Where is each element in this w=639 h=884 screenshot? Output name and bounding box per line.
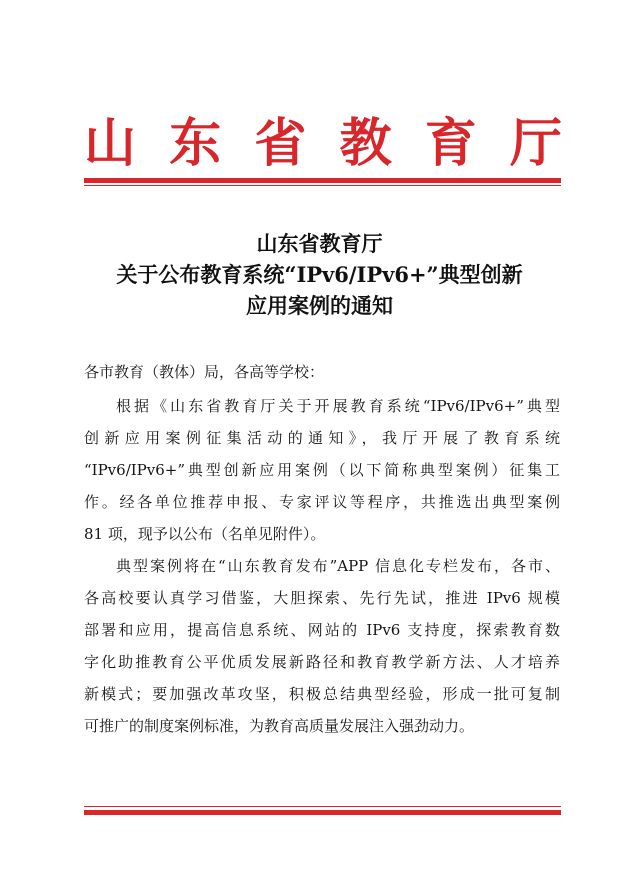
title-line: 山东省教育厅 (256, 231, 383, 256)
letterhead-char: 省 (254, 113, 307, 174)
letterhead-title (84, 112, 562, 176)
paragraph-line: 作。经各单位推荐申报、专家评议等程序，共推选出典型案例 (84, 493, 560, 511)
paragraph-1 (84, 390, 560, 550)
footer-red-rule-thin (84, 806, 561, 807)
paragraph-line: 部署和应用，提高信息系统、网站的 IPv6 支持度，探索教育数 (84, 621, 560, 639)
letterhead-char: 厅 (509, 113, 562, 174)
paragraph-line: 可推广的制度案例标准，为教育高质量发展注入强劲动力。 (84, 717, 475, 735)
salutation (84, 356, 560, 388)
title-line: 关于公布教育系统“IPv6/IPv6+”典型创新 (116, 262, 523, 287)
document-title (60, 228, 579, 321)
salutation-text: 各市教育（教体）局，各高等学校： (84, 363, 325, 381)
letterhead-char: 育 (424, 113, 477, 174)
letterhead-char: 山 (84, 113, 137, 174)
header-red-rule (84, 178, 561, 183)
paragraph-line: 根据《山东省教育厅关于开展教育系统“IPv6/IPv6+”典型 (116, 397, 560, 415)
header-red-rule-thin (84, 185, 561, 186)
footer-red-rule (84, 810, 561, 815)
paragraph-line: 字化助推教育公平优质发展新路径和教育教学新方法、人才培养 (84, 653, 560, 671)
paragraph-line: 新模式；要加强改革攻坚，积极总结典型经验，形成一批可复制 (84, 685, 560, 703)
paragraph-line: 各高校要认真学习借鉴，大胆探索、先行先试，推进 IPv6 规模 (84, 589, 560, 607)
paragraph-2 (84, 550, 560, 742)
paragraph-line: 典型案例将在“山东教育发布”APP 信息化专栏发布，各市、 (116, 557, 560, 575)
paragraph-line: 创新应用案例征集活动的通知》，我厅开展了教育系统 (84, 429, 560, 447)
letterhead-char: 东 (169, 113, 222, 174)
paragraph-line: 81 项，现予以公布（名单见附件）。 (84, 525, 326, 543)
paragraph-line: “IPv6/IPv6+”典型创新应用案例（以下简称典型案例）征集工 (84, 461, 560, 479)
title-line: 应用案例的通知 (246, 293, 393, 318)
letterhead-char: 教 (339, 113, 392, 174)
